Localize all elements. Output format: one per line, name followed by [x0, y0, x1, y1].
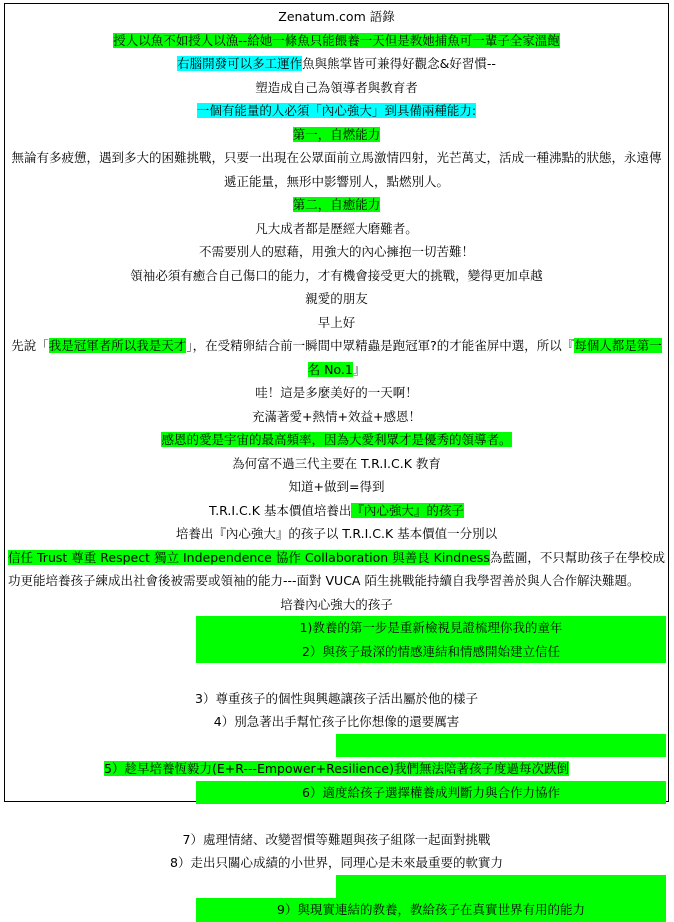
- step-7: 7）處理情緒、改變習慣等難題與孩子組隊一起面對挑戰: [182, 831, 491, 847]
- blank-line-2: [6, 804, 667, 828]
- step-5: 5）趁早培養恆毅力(E+R---Empower+Resilience)我們無法陪著孩子度過每次跌倒: [104, 761, 569, 776]
- step-8: 8）走出只關心成績的小世界，同理心是未來最重要的軟實力: [170, 855, 503, 870]
- step-9: 9）與現實連結的教養，教給孩子在真實世界有用的能力: [196, 898, 666, 922]
- document-body: [6, 5, 667, 922]
- wonderful-day-text: 哇！這是多麼美好的一天啊！: [255, 385, 418, 400]
- ability-one-heading: 第一，自燃能力: [292, 126, 381, 142]
- step-1: 1)教養的第一步是重新檢視見證梳理你我的童年: [196, 616, 666, 640]
- leader-healing-text: 領袖必須有癒合自己傷口的能力，才有機會接受更大的挑戰，變得更加卓越: [130, 267, 543, 283]
- trick-values-paragraph: [6, 546, 667, 593]
- trick-education-text: 為何富不過三代主要在 T.R.I.C.K 教育: [232, 455, 441, 471]
- dear-friend-text: 親愛的朋友: [305, 291, 368, 306]
- trick-values-highlight: 信任 Trust 尊重 Respect 獨立 Independence 協作 Collaboration 與善良 Kindness: [8, 549, 490, 565]
- champion-prefix: 先說「: [11, 338, 49, 353]
- highlight-bar-1: [336, 734, 666, 758]
- right-brain-text: 右腦開發可以多工運作: [177, 56, 303, 71]
- hardship-text: 凡大成者都是歷經大磨難者。: [255, 220, 418, 236]
- strong-heart-heading: 一個有能量的人必須「內心強大」到具備兩種能力:: [196, 103, 477, 118]
- step-3: 3）尊重孩子的個性與興趣讓孩子活出屬於他的樣子: [195, 690, 478, 706]
- highlight-bar-2: [336, 875, 666, 899]
- good-morning-text: 早上好: [317, 314, 356, 330]
- step-2: 2）與孩子最深的情感連結和情感開始建立信任: [196, 640, 666, 664]
- trick-intro-text: 培養出『內心強大』的孩子以 T.R.I.C.K 基本價值一分別以: [175, 526, 498, 541]
- trick-values-rest: 為藍圖，不只幫助孩子在學校成功更能培養孩子練成出社會後被需要或領袖的能力---面對 VUCA 陌生挑戰能持續自我學習善於與人合作解決難題。: [8, 549, 665, 588]
- love-passion-text: 充滿著愛+熱情+效益+感恩！: [252, 408, 421, 424]
- ability-two-heading: 第二，自癒能力: [292, 197, 381, 212]
- blank-line-1: [6, 663, 667, 687]
- quote-fishing: 授人以魚不如授人以漁--給她一條魚只能餵養一天但是教她捕魚可一輩子全家溫飽: [113, 32, 560, 48]
- document-frame: [4, 3, 669, 917]
- champion-paragraph: [6, 334, 667, 381]
- champion-suffix: 』: [352, 361, 366, 377]
- champion-middle: 」，在受精卵結合前一瞬間中眾精蟲是跑冠軍?的才能雀屏中選，所以『: [186, 338, 575, 353]
- number-one-highlight: 每個人都是第一名 No.1: [307, 338, 662, 377]
- good-habits-text: 魚與熊掌皆可兼得好觀念&好習慣--: [302, 56, 496, 71]
- step-6: 6）適度給孩子選擇權養成判斷力與合作力協作: [196, 781, 666, 805]
- leader-text: 塑造成自己為領導者與教育者: [255, 79, 418, 95]
- strong-heart-child-highlight: 『內心強大』的孩子: [351, 502, 464, 518]
- step-4: 4）別急著出手幫忙孩子比你想像的還要厲害: [213, 714, 460, 729]
- raise-strong-child-heading: 培養內心強大的孩子: [280, 596, 393, 612]
- champion-highlight: 我是冠軍者所以我是天才: [48, 338, 187, 353]
- ability-one-description: 無論有多疲憊，遇到多大的困難挑戰，只要一出現在公眾面前立馬激情四射，光芒萬丈，活成一種沸點的狀態，永遠傳遞正能量，無形中影響別人，點燃別人。: [11, 150, 662, 189]
- know-do-get-text: 知道+做到=得到: [288, 479, 385, 494]
- embrace-text: 不需要別人的慰藉，用強大的內心擁抱一切苦難！: [198, 244, 474, 259]
- page-title: Zenatum.com 語錄: [278, 9, 395, 24]
- trick-values-text: T.R.I.C.K 基本價值培養出: [209, 502, 352, 518]
- gratitude-highlight: 感恩的愛是宇宙的最高頻率，因為大愛利眾才是優秀的領導者。: [161, 432, 512, 447]
